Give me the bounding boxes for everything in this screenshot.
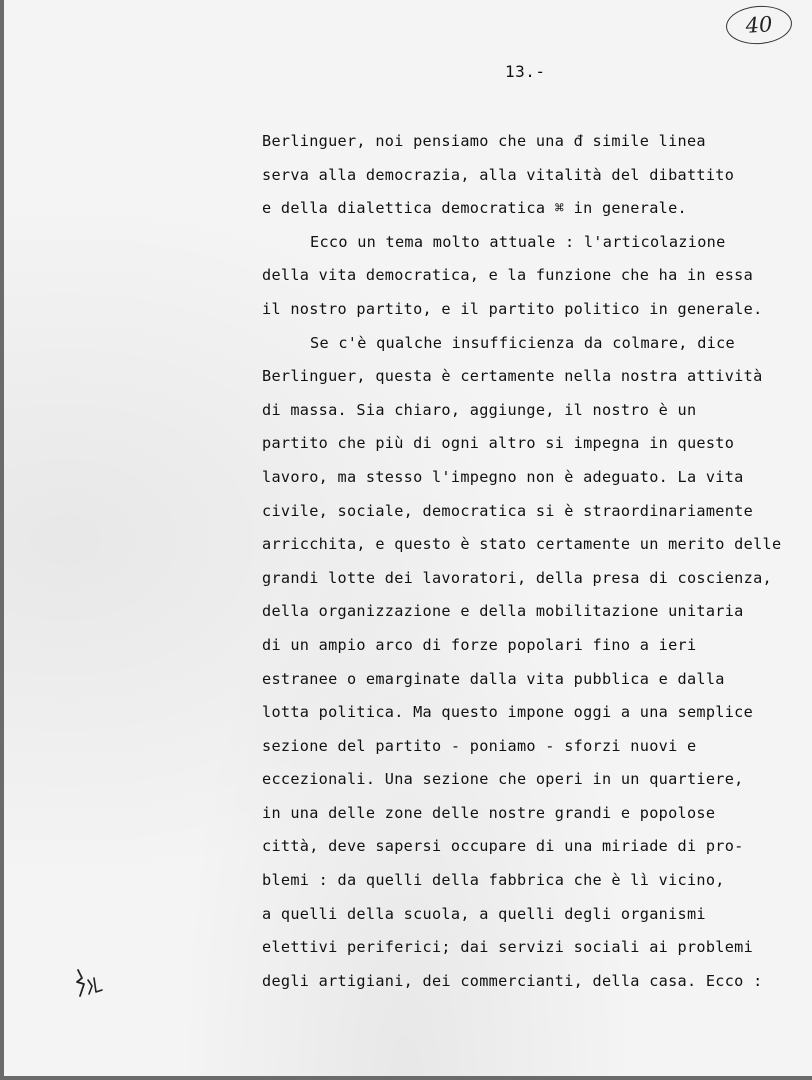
text-line: in una delle zone delle nostre grandi e popolose — [262, 803, 716, 822]
text-line: eccezionali. Una sezione che operi in un quartiere, — [262, 770, 744, 789]
text-line: serva alla democrazia, alla vitalità del dibattito — [262, 165, 735, 184]
text-line: città, deve sapersi occupare di una miriade di pro- — [262, 837, 744, 856]
text-line: arricchita, e questo è stato certamente un merito delle — [262, 535, 782, 554]
text-line: di massa. Sia chiaro, aggiunge, il nostro è un — [262, 400, 697, 419]
text-line: grandi lotte dei lavoratori, della presa di coscienza, — [262, 568, 772, 587]
text-line: Berlinguer, noi pensiamo che una đ simile linea — [262, 132, 706, 150]
text-line: Berlinguer, questa è certamente nella nostra attività — [262, 367, 763, 386]
text-line: lotta politica. Ma questo impone oggi a una semplice — [262, 703, 754, 722]
text-line: lavoro, ma stesso l'impegno non è adeguato. La vita — [262, 467, 744, 486]
text-line: della organizzazione e della mobilitazione unitaria — [262, 602, 744, 621]
text-line: a quelli della scuola, a quelli degli organismi — [262, 904, 706, 923]
text-line: sezione del partito - poniamo - sforzi nuovi e — [262, 736, 697, 755]
text-line: e della dialettica democratica ⌘ in generale. — [262, 199, 687, 218]
text-line: Se c'è qualche insufficienza da colmare, dice — [310, 333, 735, 352]
text-line: Ecco un tema molto attuale : l'articolazione — [310, 232, 726, 251]
text-line: blemi : da quelli della fabbrica che è lì vicino, — [262, 871, 725, 890]
handwritten-initials — [72, 966, 108, 1000]
text-line: civile, sociale, democratica si è straordinariamente — [262, 501, 754, 520]
body-text — [262, 128, 810, 1001]
text-line: il nostro partito, e il partito politico in generale. — [262, 299, 763, 318]
archive-number-stamp: 40 — [725, 4, 793, 47]
text-line: estranee o emarginate dalla vita pubblica e dalla — [262, 669, 725, 688]
page-number: 13.- — [505, 62, 546, 81]
text-line: degli artigiani, dei commercianti, della casa. Ecco : — [262, 971, 763, 990]
text-line: della vita democratica, e la funzione che ha in essa — [262, 266, 754, 285]
text-line: di un ampio arco di forze popolari fino a ieri — [262, 635, 697, 654]
text-line: partito che più di ogni altro si impegna in questo — [262, 434, 735, 453]
text-line: elettivi periferici; dai servizi sociali ai problemi — [262, 938, 754, 957]
